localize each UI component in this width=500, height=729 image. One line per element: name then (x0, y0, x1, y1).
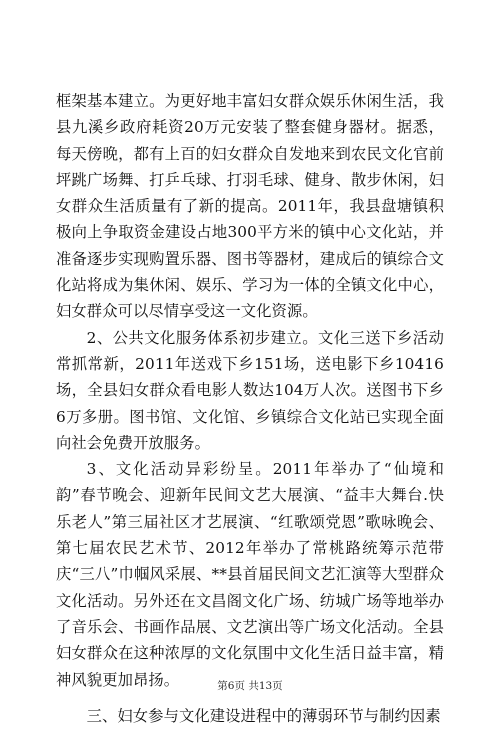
document-body (56, 88, 444, 729)
paragraph-public-cultural-service: 2、公共文化服务体系初步建立。文化三送下乡活动常抓常新，2011年送戏下乡151场，送电影下乡10416场，全县妇女群众看电影人数达104万人次。送图书下乡6万多册。图书馆、文化馆、乡镇综合文化站已实现全面向社会免费开放服务。 (56, 328, 444, 452)
section-heading: 三、妇女参与文化建设进程中的薄弱环节与制约因素 (86, 706, 441, 725)
page-footer: 第6页 共13页 (217, 680, 283, 692)
paragraph-continuation: 框架基本建立。为更好地丰富妇女群众娱乐休闲生活，我县九溪乡政府耗资20万元安装了整套健身器材。据悉，每天傍晚，都有上百的妇女群众自发地来到农民文化官前坪跳广场舞、打乒乓球、打羽毛球、健身、散步休闲，妇女群众生活质量有了新的提高。2011年，我县盘塘镇积极向上争取资金建设占地300平方米的镇中心文化站，并准备逐步实现购置乐器、图书等器材，建成后的镇综合文化站将成为集休闲、娱乐、学习为一体的全镇文化中心，妇女群众可以尽情享受这一文化资源。 (56, 92, 444, 321)
paragraph-cultural-activities: 3、文化活动异彩纷呈。2011年举办了“仙境和韵”春节晚会、迎新年民间文艺大展演、“益丰大舞台.快乐老人”第三届社区才艺展演、“红歌颂党恩”歌咏晚会、第七届农民艺术节、2012年举办了常桃路统筹示范带庆“三八”巾帼风采展、**县首届民间文艺汇演等大型群众文化活动。另外还在文昌阁文化广场、纺城广场等地举办了音乐会、书画作品展、文艺演出等广场文化活动。全县妇女群众在这种浓厚的文化氛围中文化生活日益丰富，精神风貌更加昂扬。 (56, 460, 444, 689)
